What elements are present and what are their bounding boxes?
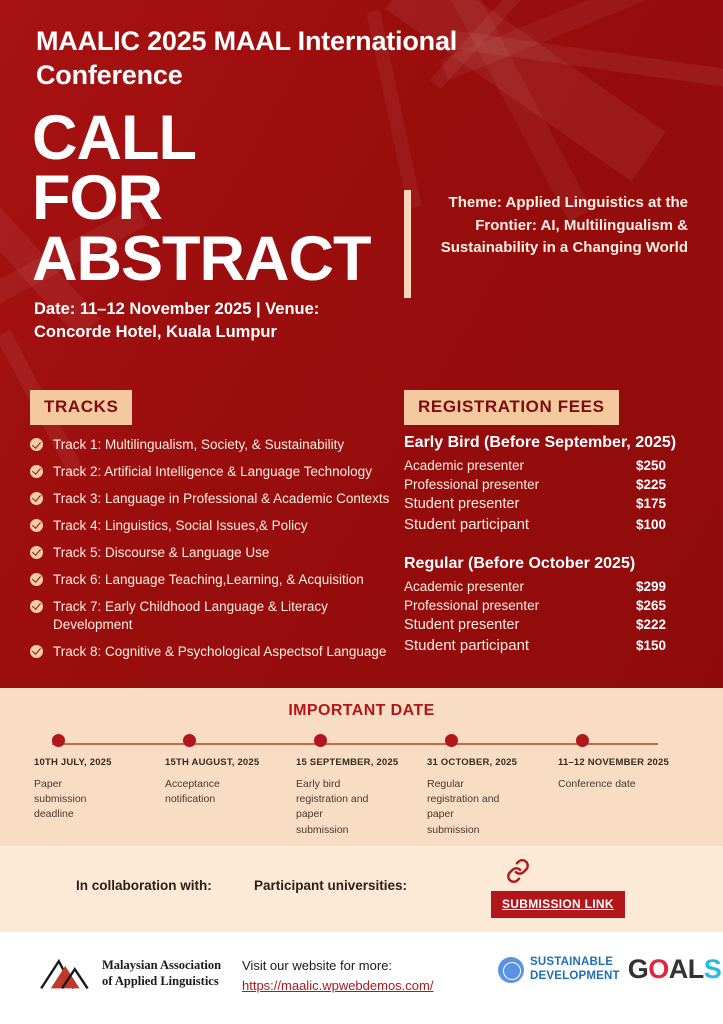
submission-link-button[interactable]: SUBMISSION LINK bbox=[491, 891, 625, 918]
fee-label: Academic presenter bbox=[404, 579, 525, 594]
timeline-item bbox=[165, 734, 296, 838]
participant-universities-label: Participant universities: bbox=[254, 878, 408, 893]
check-icon bbox=[30, 573, 43, 586]
timeline-date: 15 SEPTEMBER, 2025 bbox=[296, 757, 399, 768]
website-block bbox=[242, 958, 433, 993]
conference-title: MAALIC 2025 MAAL International Conference bbox=[36, 26, 458, 91]
fee-row bbox=[404, 477, 694, 492]
date-and-venue: Date: 11–12 November 2025 | Venue: Concorde Hotel, Kuala Lumpur bbox=[34, 300, 320, 342]
fee-amount: $150 bbox=[636, 638, 667, 653]
track-item bbox=[30, 643, 390, 661]
link-icon bbox=[505, 858, 531, 888]
timeline-item bbox=[34, 734, 165, 838]
fee-row bbox=[404, 516, 694, 533]
fee-amount: $225 bbox=[636, 477, 667, 492]
tracks-list bbox=[30, 436, 390, 670]
fee-label: Professional presenter bbox=[404, 598, 540, 613]
timeline-dot bbox=[52, 734, 65, 747]
track-item bbox=[30, 436, 390, 454]
fee-amount: $175 bbox=[636, 496, 667, 511]
track-item bbox=[30, 571, 390, 589]
in-collaboration-with-label: In collaboration with: bbox=[76, 878, 212, 893]
maalic-name-line2: of Applied Linguistics bbox=[102, 974, 219, 988]
fee-amount: $250 bbox=[636, 458, 667, 473]
fee-row bbox=[404, 458, 694, 473]
track-item bbox=[30, 544, 390, 562]
fee-row bbox=[404, 598, 694, 613]
headline-line-1: CALL bbox=[32, 103, 196, 173]
registration-fees-heading: REGISTRATION FEES bbox=[404, 390, 619, 425]
headline-line-2: FOR bbox=[32, 163, 162, 234]
fee-amount: $100 bbox=[636, 517, 667, 532]
headline bbox=[32, 103, 371, 294]
sdg-wordmark bbox=[530, 956, 620, 982]
timeline-item bbox=[427, 734, 558, 838]
fee-label: Professional presenter bbox=[404, 477, 540, 492]
maalic-logo-mark bbox=[38, 954, 94, 994]
collaboration-section bbox=[0, 846, 723, 932]
track-label: Track 8: Cognitive & Psychological Aspectsof Language bbox=[53, 643, 387, 659]
timeline-description: Early bird registration and paper submission bbox=[296, 778, 369, 836]
sdg-goals-word: GOALS bbox=[627, 954, 722, 984]
maalic-name bbox=[102, 958, 221, 989]
check-icon bbox=[30, 645, 43, 658]
fee-label: Student presenter bbox=[404, 496, 520, 512]
track-label: Track 7: Early Childhood Language & Literacy Development bbox=[53, 598, 328, 632]
timeline-dot bbox=[314, 734, 327, 747]
fees-heading-wrap bbox=[404, 390, 619, 425]
fee-row bbox=[404, 617, 694, 633]
track-label: Track 3: Language in Professional & Academic Contexts bbox=[53, 490, 390, 506]
important-dates-section bbox=[0, 688, 723, 846]
timeline-description: Conference date bbox=[558, 778, 636, 790]
timeline-date: 15TH AUGUST, 2025 bbox=[165, 757, 260, 768]
check-icon bbox=[30, 492, 43, 505]
timeline-date: 11–12 NOVEMBER 2025 bbox=[558, 757, 669, 768]
vertical-divider bbox=[404, 190, 411, 298]
fee-row bbox=[404, 496, 694, 512]
timeline-description: Paper submission deadline bbox=[34, 778, 87, 821]
fee-row bbox=[404, 579, 694, 594]
timeline-dot bbox=[445, 734, 458, 747]
timeline-dot bbox=[183, 734, 196, 747]
fee-label: Student participant bbox=[404, 516, 530, 533]
track-label: Track 6: Language Teaching,Learning, & Acquisition bbox=[53, 571, 364, 587]
fee-group-title: Regular (Before October 2025) bbox=[404, 555, 636, 572]
conference-theme: Theme: Applied Linguistics at the Frontier: AI, Multilingualism & Sustainability in a Changing World bbox=[440, 194, 688, 256]
track-item bbox=[30, 463, 390, 481]
fee-row bbox=[404, 637, 694, 654]
track-label: Track 2: Artificial Intelligence & Language Technology bbox=[53, 463, 372, 479]
track-label: Track 4: Linguistics, Social Issues,& Policy bbox=[53, 517, 308, 533]
tracks-heading: TRACKS bbox=[30, 390, 132, 425]
fee-group-title: Early Bird (Before September, 2025) bbox=[404, 434, 677, 451]
maalic-logo bbox=[38, 954, 221, 994]
track-item bbox=[30, 490, 390, 508]
timeline-dot bbox=[576, 734, 589, 747]
track-label: Track 5: Discourse & Language Use bbox=[53, 544, 270, 560]
track-item bbox=[30, 517, 390, 535]
timeline bbox=[0, 688, 723, 838]
sdg-logo bbox=[498, 956, 721, 983]
timeline-description: Regular registration and paper submission bbox=[427, 778, 500, 836]
check-icon bbox=[30, 546, 43, 559]
check-icon bbox=[30, 438, 43, 451]
headline-line-3: ABSTRACT bbox=[32, 223, 371, 294]
website-label: Visit our website for more: bbox=[242, 958, 393, 973]
tracks-heading-wrap bbox=[30, 390, 132, 425]
check-icon bbox=[30, 465, 43, 478]
un-emblem-icon bbox=[498, 957, 524, 983]
website-url-link[interactable]: https://maalic.wpwebdemos.com/ bbox=[242, 978, 434, 993]
maalic-name-line1: Malaysian Association bbox=[102, 958, 222, 973]
fee-amount: $265 bbox=[636, 598, 667, 613]
track-label: Track 1: Multilingualism, Society, & Sustainability bbox=[53, 437, 345, 452]
track-item bbox=[30, 598, 390, 634]
timeline-date: 10TH JULY, 2025 bbox=[34, 757, 112, 768]
timeline-description: Acceptance notification bbox=[165, 778, 220, 806]
registration-fees-block bbox=[404, 434, 694, 658]
fee-amount: $222 bbox=[636, 617, 667, 632]
sdg-line-1: SUSTAINABLE bbox=[530, 956, 614, 969]
footer-section bbox=[0, 932, 723, 1024]
fee-amount: $299 bbox=[636, 579, 667, 594]
sdg-line-2: DEVELOPMENT bbox=[530, 969, 620, 982]
timeline-date: 31 OCTOBER, 2025 bbox=[427, 757, 518, 768]
fee-label: Student presenter bbox=[404, 617, 520, 633]
check-icon bbox=[30, 519, 43, 532]
timeline-item bbox=[558, 734, 689, 838]
timeline-item bbox=[296, 734, 427, 838]
fee-label: Academic presenter bbox=[404, 458, 525, 473]
important-dates-heading: IMPORTANT DATE bbox=[288, 702, 435, 719]
fee-label: Student participant bbox=[404, 637, 530, 654]
check-icon bbox=[30, 600, 43, 613]
